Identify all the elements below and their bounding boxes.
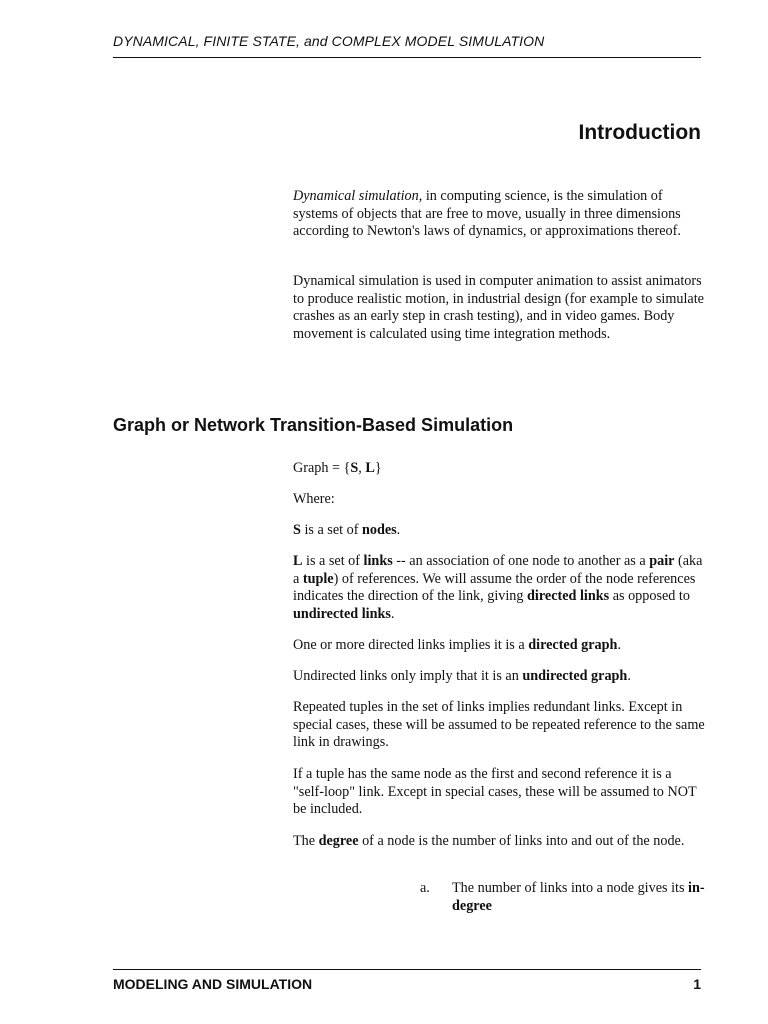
directed-text: One or more directed links implies it is a (293, 637, 529, 653)
l-def-b1: links (363, 553, 393, 569)
s-term: S (293, 522, 301, 538)
repeated-tuples-paragraph (293, 699, 705, 752)
directed-bold: directed graph (528, 637, 618, 653)
s-def-bold: nodes (361, 522, 397, 538)
l-def-b4: directed links (527, 588, 610, 605)
self-loop-paragraph (293, 766, 705, 819)
l-term: L (293, 553, 303, 569)
l-def-t6: . (390, 606, 395, 623)
degree-bold: degree (318, 833, 359, 849)
directed-end: . (617, 637, 621, 653)
degree-paragraph (293, 833, 705, 851)
section-title-introduction: Introduction (578, 121, 701, 144)
footer-title: MODELING AND SIMULATION (113, 976, 313, 992)
l-def-b5: undirected links (293, 606, 391, 623)
directed-graph-paragraph (293, 637, 705, 655)
where-text: Where: (293, 491, 335, 507)
intro-paragraph-1 (293, 188, 705, 241)
term-dynamical-simulation: Dynamical simulation (293, 188, 419, 204)
graph-def-sep: , (358, 460, 366, 476)
l-def-t5: as opposed to (609, 588, 690, 605)
undirected-bold: undirected graph (522, 668, 628, 684)
list-item-a (452, 880, 708, 915)
running-header: DYNAMICAL, FINITE STATE, and COMPLEX MODEL SIMULATION (113, 33, 545, 49)
l-def-t3: (aka a (293, 553, 703, 587)
l-definition (293, 553, 705, 624)
undirected-graph-paragraph (293, 668, 705, 686)
list-item-a-bold: in-degree (452, 880, 705, 914)
intro-paragraph-1-text: , in computing science, is the simulation of systems of objects that are free to move, usually in three dimensions according to Newton's laws of dynamics, or approximations thereof. (293, 188, 681, 240)
graph-def-s: S (350, 460, 359, 476)
subheading-graph-simulation: Graph or Network Transition-Based Simulation (113, 415, 514, 435)
undirected-end: . (627, 668, 631, 684)
l-def-t1: is a set of (302, 553, 364, 569)
list-item-a-marker: a. (420, 880, 430, 896)
undirected-text: Undirected links only imply that it is an (293, 668, 523, 684)
where-label (293, 491, 705, 509)
l-def-t4: ) of references. We will assume the order of the node references indicates the direction of the link, giving (293, 570, 696, 605)
intro-paragraph-2-text: Dynamical simulation is used in computer animation to assist animators to produce realistic motion, in industrial design (for example to simulate crashes as an early step in crash testing), and in video games. Body movement is calculated using time integration methods. (293, 273, 704, 343)
graph-definition (293, 460, 705, 478)
l-def-b2: pair (649, 553, 675, 569)
intro-paragraph-2 (293, 273, 705, 344)
header-rule (113, 57, 701, 58)
s-def-text: is a set of (300, 522, 362, 538)
graph-def-prefix: Graph = { (293, 460, 351, 476)
graph-def-l: L (365, 460, 375, 476)
repeated-text: Repeated tuples in the set of links implies redundant links. Except in special cases, these will be assumed to be repeated reference to the same link in drawings. (293, 699, 705, 751)
page-number: 1 (693, 976, 701, 992)
l-def-t2: -- an association of one node to another as a (392, 553, 650, 569)
s-definition (293, 522, 705, 540)
s-def-end: . (396, 522, 401, 538)
degree-t1: The (293, 833, 319, 849)
degree-t2: of a node is the number of links into and out of the node. (358, 833, 685, 849)
list-item-a-text: The number of links into a node gives its (452, 880, 689, 896)
selfloop-text: If a tuple has the same node as the first and second reference it is a "self-loop" link. Except in special cases, these will be assumed to NOT be included. (293, 766, 697, 818)
footer-rule (113, 969, 701, 970)
graph-def-suffix: } (374, 460, 382, 476)
l-def-b3: tuple (302, 570, 334, 587)
